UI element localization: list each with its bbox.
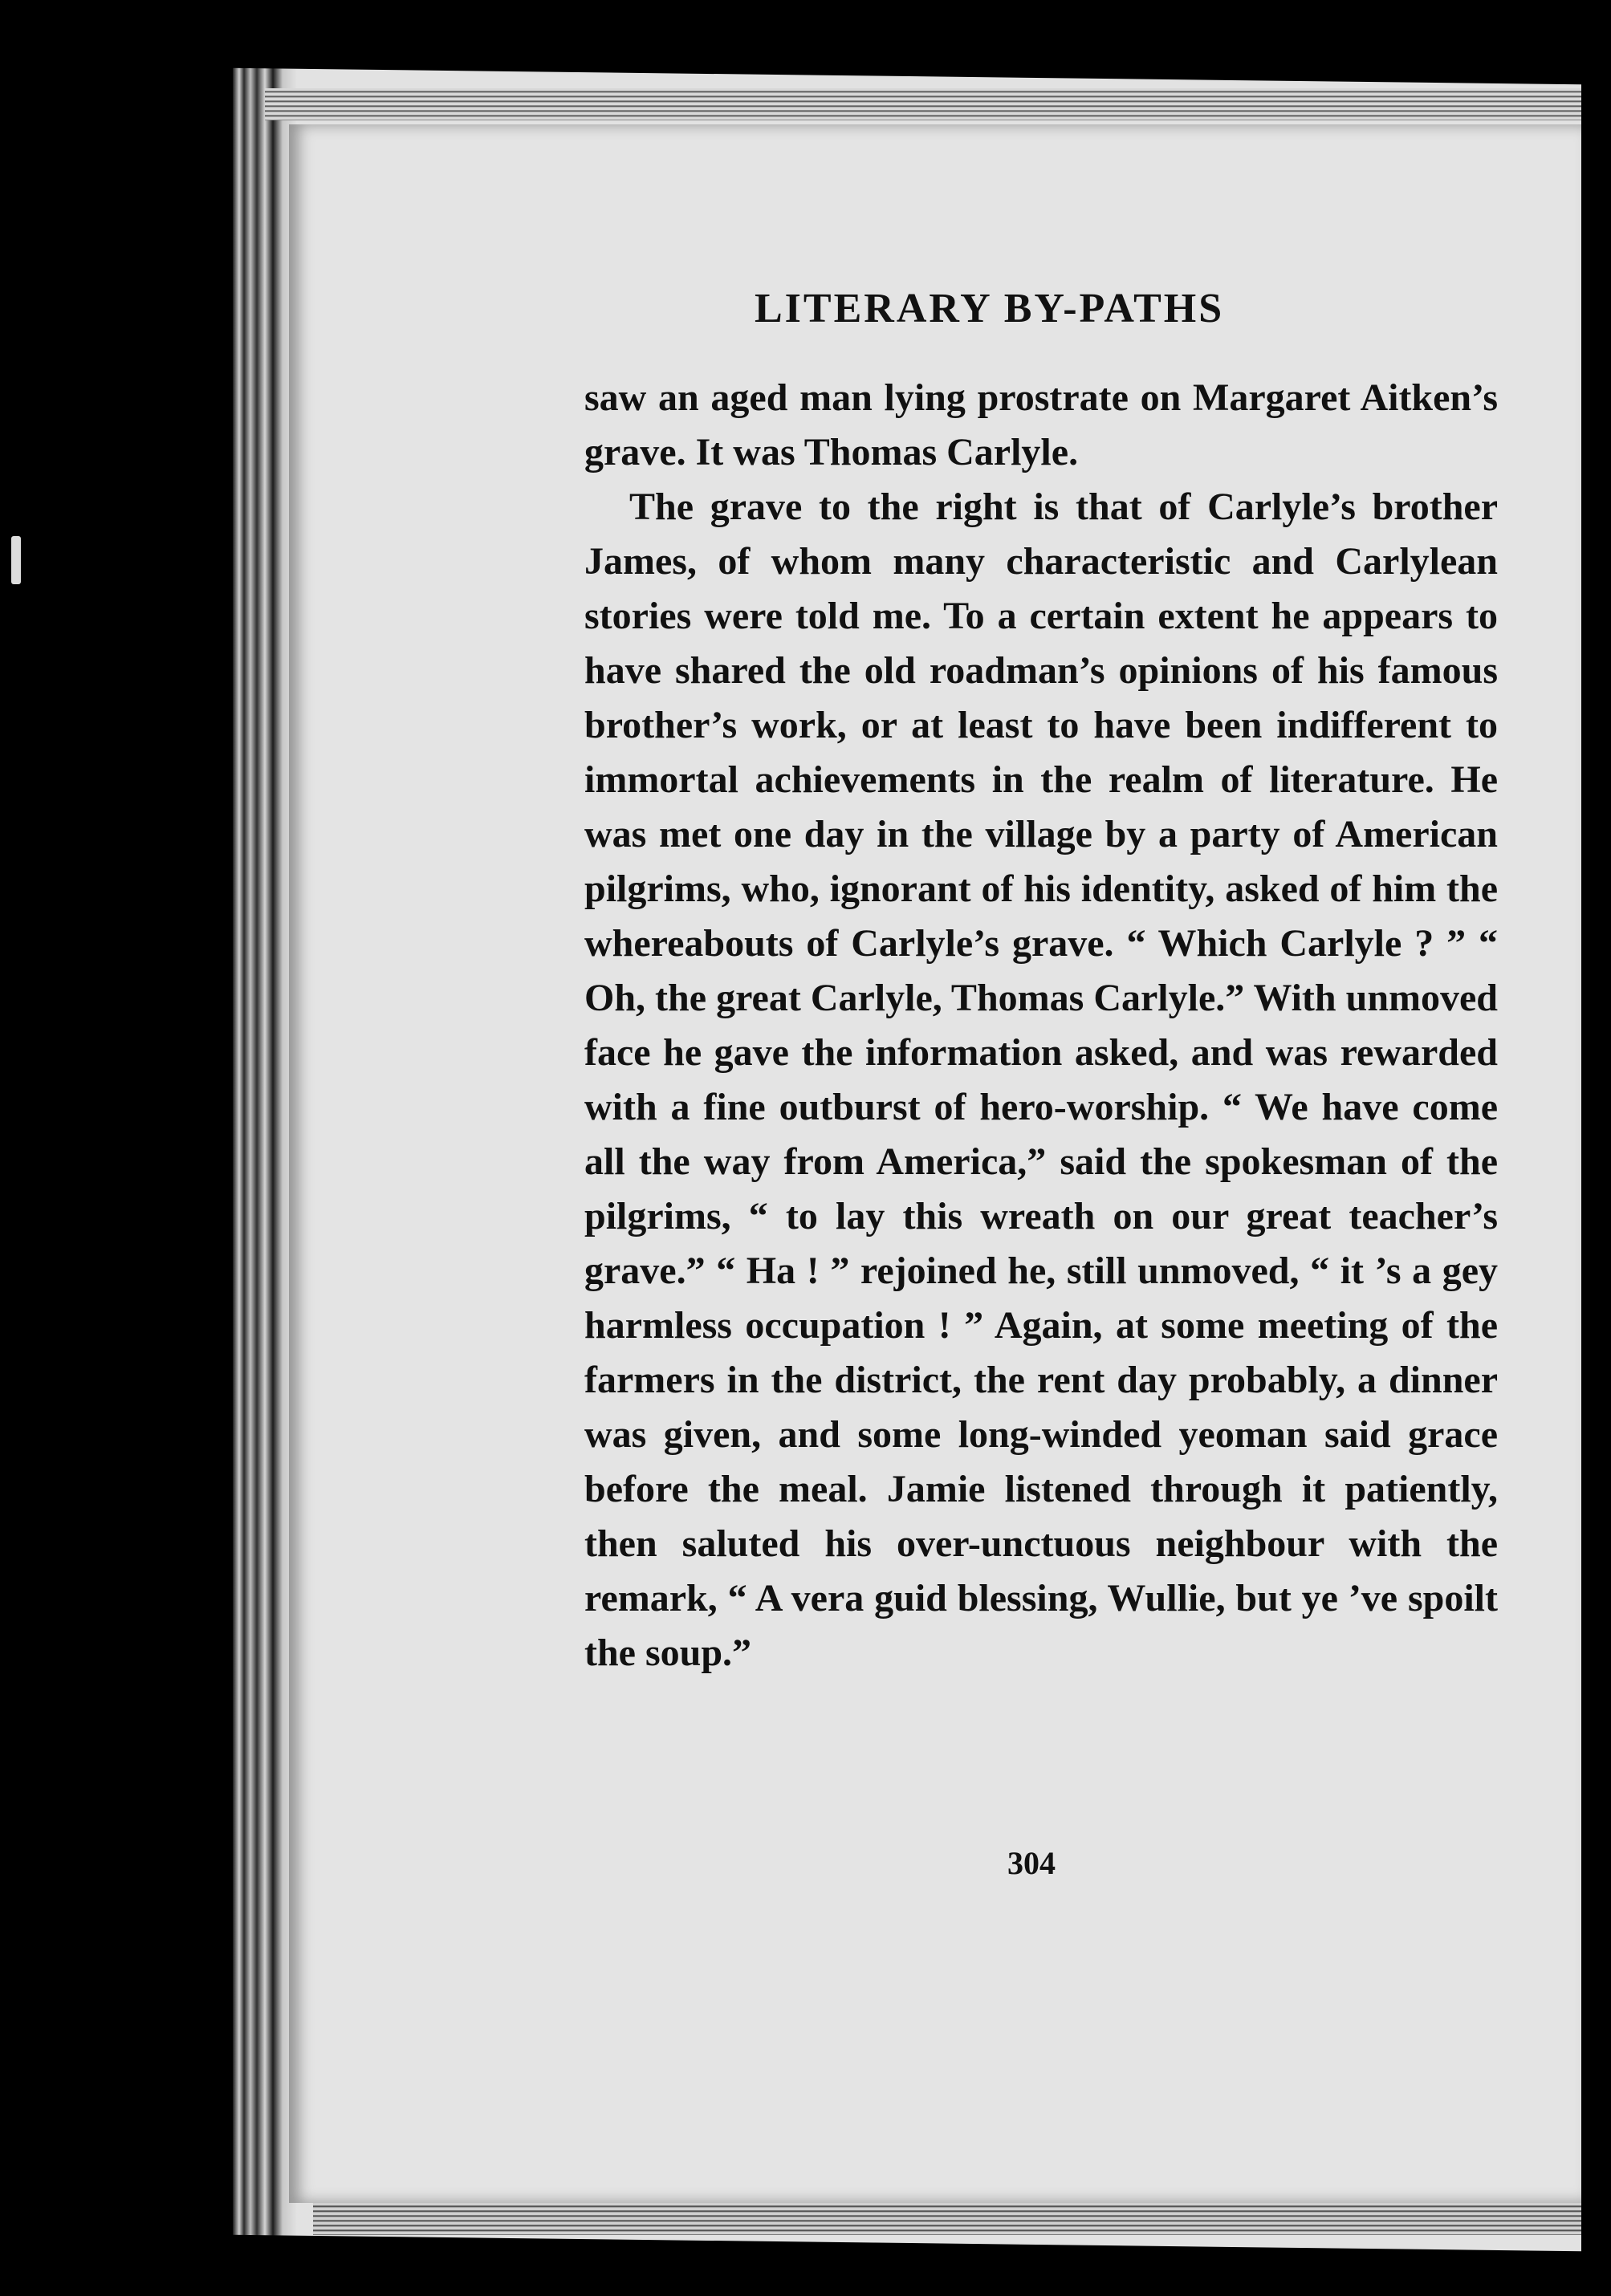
paragraph: The grave to the right is that of Carlyle’s brother James, of whom many characteristic and Carlylean stories were told me. To a certain extent he appears to have shared the old roadman’s opinions of his famous brother’s work, or at least to have been indifferent to immortal achievements in the realm of literature. He was met one day in the village by a party of American pilgrims, who, ignorant of his identity, asked of him the whereabouts of Carlyle’s grave. “ Which Carlyle ? ” “ Oh, the great Carlyle, Thomas Carlyle.” With unmoved face he gave the information asked, and was rewarded with a fine outburst of hero-worship. “ We have come all the way from America,” said the spokesman of the pilgrims, “ to lay this wreath on our great teacher’s grave.” “ Ha ! ” rejoined he, still unmoved, “ it ’s a gey harmless occupation ! ” Again, at some meeting of the farmers in the district, the rent day probably, a dinner was given, and some long-winded yeoman said grace before the meal. Jamie listened through it patiently, then saluted his over-unctuous neighbour with the remark, “ A vera guid blessing, Wullie, but ye ’ve spoilt the soup.” [584, 486, 1498, 1674]
paragraph-continuation: saw an aged man lying prostrate on Margaret Aitken’s grave. It was Thomas Carlyle. [584, 376, 1498, 473]
body-text [584, 371, 1498, 1680]
page-bottom-edge [313, 2203, 1581, 2235]
page-number: 304 [1007, 1845, 1056, 1881]
running-head: LITERARY BY-PATHS [755, 286, 1225, 331]
page-top-edge [265, 88, 1581, 120]
margin-speck [11, 536, 21, 584]
